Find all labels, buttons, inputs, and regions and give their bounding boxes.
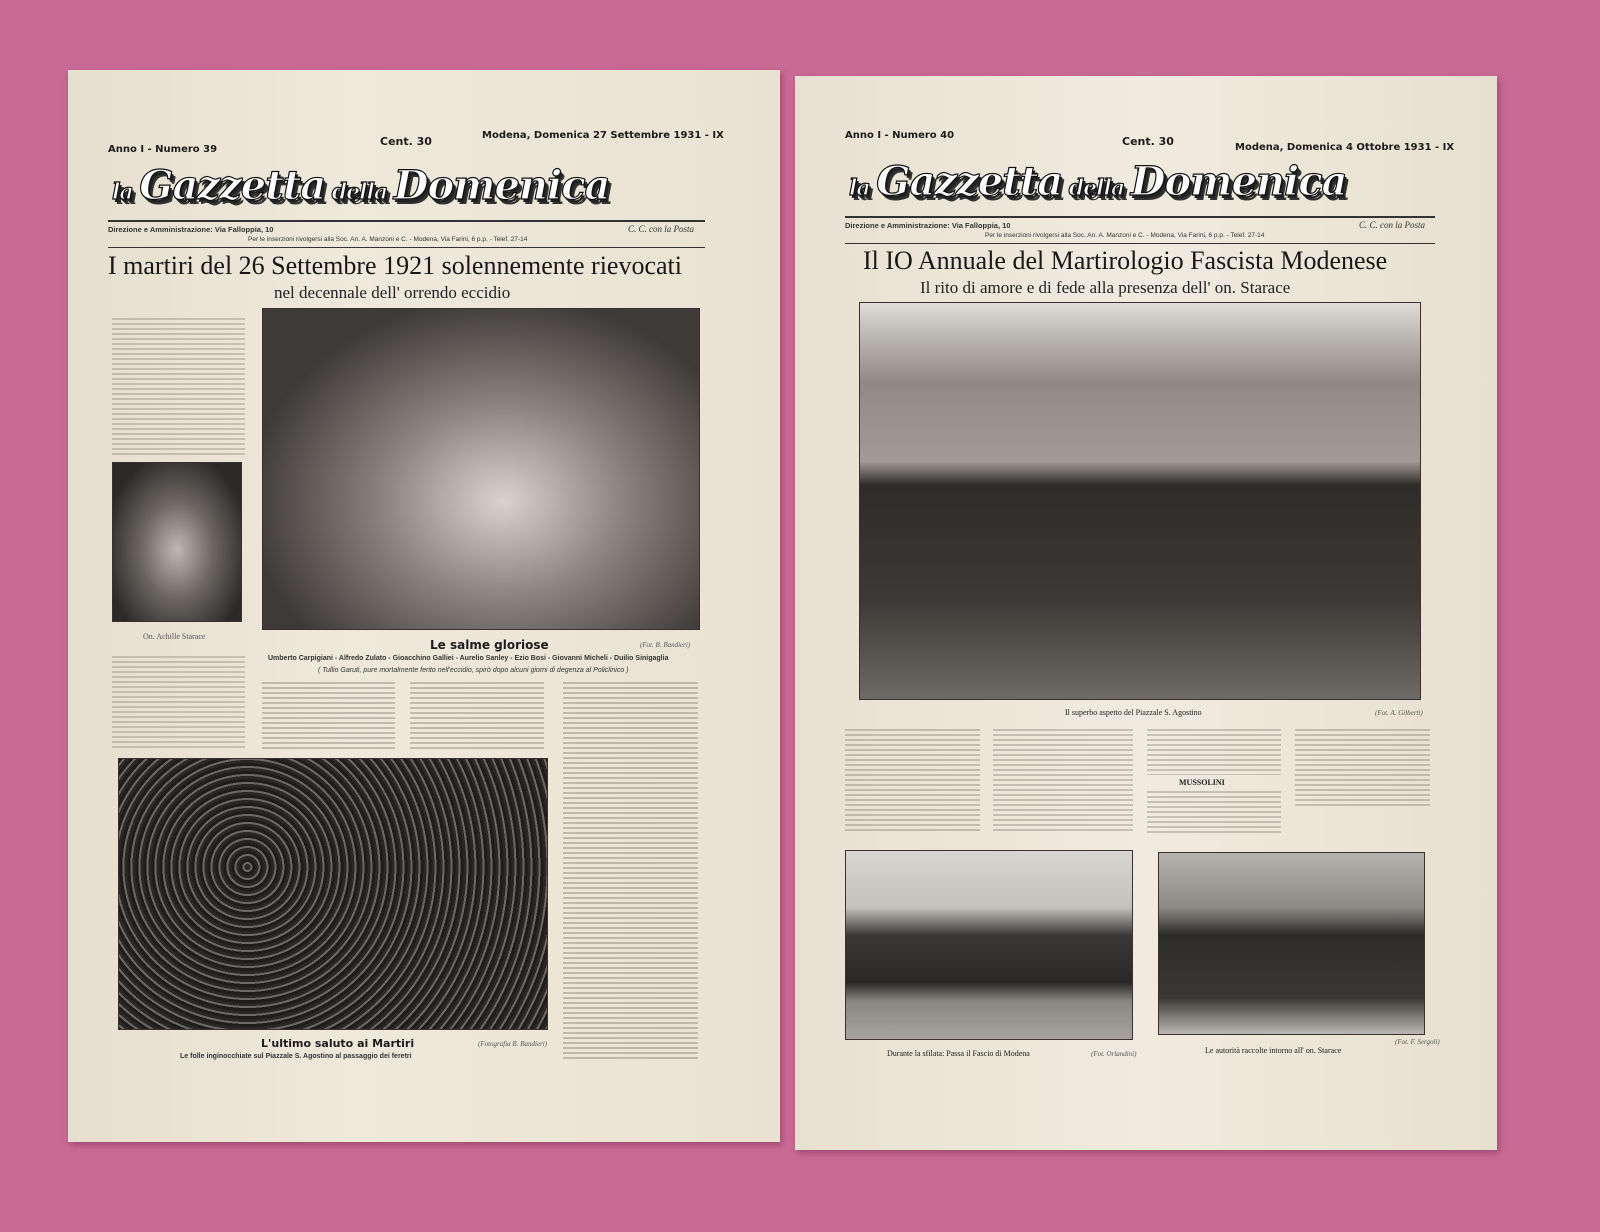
portrait-caption: On. Achille Starace [143, 632, 206, 641]
postal-note: C. C. con la Posta [628, 224, 695, 234]
article-text [563, 682, 698, 1060]
photo-credit: (Fot. F. Sergoli) [1395, 1038, 1440, 1046]
photo-note: ( Tullio Garuti, pure mortalmente ferito nell'eccidio, spirò dopo alcuni giorni di degenza al Policlinico ) [318, 667, 629, 674]
price: Cent. 30 [380, 135, 432, 148]
article-text [112, 318, 245, 458]
headline: I martiri del 26 Settembre 1921 solennemente rievocati [108, 251, 682, 280]
article-text [112, 656, 245, 748]
article-text [410, 682, 544, 752]
divider [845, 243, 1435, 244]
headline: Il IO Annuale del Martirologio Fascista Modenese [863, 246, 1388, 275]
administration: Direzione e Amministrazione: Via Falloppia, 10 [845, 221, 1011, 230]
signature: MUSSOLINI [1179, 778, 1225, 787]
photo-piazzale-sant-agostino [859, 302, 1421, 700]
advertising-info: Per le inserzioni rivolgersi alla Soc. An. A. Manzoni e C. - Modena, Via Farini, 6 p.p. - Telef. 27-14 [985, 232, 1265, 239]
photo-authorities-starace [1158, 852, 1425, 1035]
postal-note: C. C. con la Posta [1359, 220, 1426, 230]
article-text [1147, 791, 1281, 834]
masthead-logo: la Gazzetta della Domenica [112, 162, 610, 209]
martyrs-names: Umberto Carpigiani - Alfredo Zulato - Gioacchino Galliei - Aurelio Sanley - Ezio Bosi - Giovanni Micheli - Duilio Sinigaglia [268, 655, 669, 662]
divider [108, 220, 705, 222]
article-text [993, 729, 1133, 834]
article-text [1147, 729, 1281, 775]
advertising-info: Per le inserzioni rivolgersi alla Soc. An. A. Manzoni e C. - Modena, Via Farini, 6 p.p. - Telef. 27-14 [248, 236, 528, 243]
photo-caption: Il superbo aspetto del Piazzale S. Agostino [1065, 708, 1202, 717]
photo-coffins [262, 308, 700, 630]
photo-parade-fascio [845, 850, 1133, 1040]
newspaper-page-40 [795, 76, 1497, 1150]
photo-credit: (Fot. B. Bandieri) [640, 641, 691, 649]
issue-date: Modena, Domenica 27 Settembre 1931 - IX [482, 130, 724, 141]
photo-caption: Durante la sfilata: Passa il Fascio di Modena [887, 1049, 1030, 1058]
price: Cent. 30 [1122, 135, 1174, 148]
subheadline: Il rito di amore e di fede alla presenza dell' on. Starace [920, 278, 1291, 297]
photo-title: L'ultimo saluto ai Martiri [261, 1037, 415, 1050]
photo-portrait-starace [112, 462, 242, 622]
administration: Direzione e Amministrazione: Via Falloppia, 10 [108, 225, 274, 234]
subheadline: nel decennale dell' orrendo eccidio [274, 283, 511, 302]
divider [108, 247, 705, 248]
issue-number: Anno I - Numero 40 [845, 130, 955, 141]
photo-subcaption: Le folle inginocchiate sul Piazzale S. Agostino al passaggio dei feretri [180, 1053, 412, 1060]
photo-credit: (Fotografia B. Bandieri) [478, 1040, 548, 1048]
article-text [845, 729, 980, 834]
photo-credit: (Fot. A. Gilberti) [1375, 709, 1423, 717]
newspaper-page-39 [68, 70, 780, 1142]
divider [845, 216, 1435, 218]
masthead-logo: la Gazzetta della Domenica [849, 158, 1347, 205]
article-text [262, 682, 395, 752]
article-text [1295, 729, 1430, 809]
photo-credit: (Fot. Orlandini) [1091, 1050, 1137, 1058]
photo-crowd-kneeling [118, 758, 548, 1030]
photo-title: Le salme gloriose [430, 638, 549, 652]
issue-number: Anno I - Numero 39 [108, 144, 218, 155]
photo-caption: Le autorità raccolte intorno all' on. Starace [1205, 1046, 1342, 1055]
issue-date: Modena, Domenica 4 Ottobre 1931 - IX [1235, 142, 1455, 153]
